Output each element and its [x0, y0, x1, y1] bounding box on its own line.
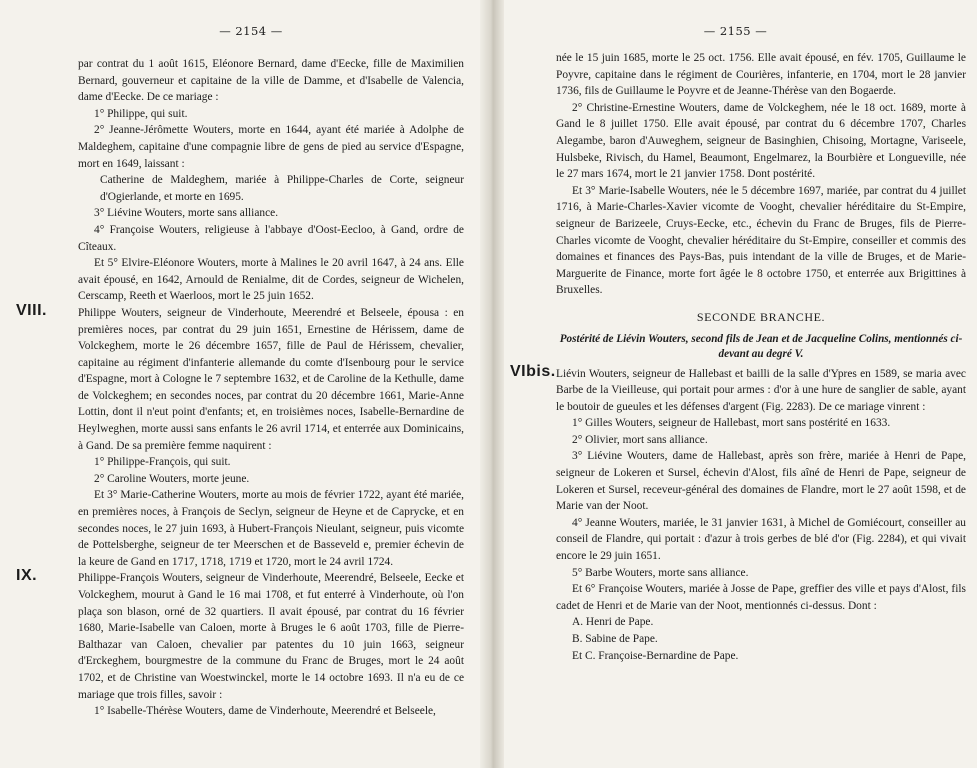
generation-vi-bis — [510, 362, 966, 416]
paragraph: 1° Philippe, qui suit. — [94, 107, 188, 120]
list-item: B. Sabine de Pape. — [572, 633, 658, 645]
paragraph: par contrat du 1 août 1615, Eléonore Bernard, dame d'Eecke, fille de Maximilien Bernard, gouverneur et capitaine de la ville de Damme, et d'Isabelle de Valencia, dame d'Eecke. De ce mariage : — [78, 58, 464, 104]
page-number-right: — 2155 — — [703, 24, 768, 38]
page-number-left: — 2154 — — [219, 24, 283, 38]
list-item: 1° Philippe-François, qui suit. — [94, 456, 231, 469]
paragraph: 2° Christine-Ernestine Wouters, dame de Volckeghem, née le 18 oct. 1689, morte à Gand le 8 juillet 1750. Elle avait épousé, par contrat du 6 décembre 1707, Charles Alegambe, baron d'Auweghem, seigneur de Basinghien, Chisoing, Mortagne, Variseele, Hulsbeke, Rivisch, du Hamel, Beaumont, Engelmarez, la Bourbière et Longueville, née le 27 mars 1674, mort le 21 janvier 1758. Dont postérité. — [556, 101, 966, 181]
paragraph: Et 3° Marie-Catherine Wouters, morte au mois de février 1722, ayant été mariée, en premières noces, à François de Seclyn, seigneur de Heyne et de Caprycke, et en secondes noces, le 27 juin 1693, à Hubert-François Nieulant, seigneur, puis vicomte de Pottelsberghe, seigneur de ter Meerschen et de Basseveld e, premier échevin de la keure de Gand en 1717, 1718, 1719 et 1720, mort le 24 avril 1724. — [78, 489, 464, 568]
section-title: SECONDE BRANCHE. — [696, 309, 826, 324]
paragraph: Catherine de Maldeghem, mariée à Philippe-Charles de Corte, seigneur d'Ogierlande, et morte en 1695. — [100, 174, 464, 203]
paragraph: Philippe Wouters, seigneur de Vinderhoute, Meerendré et Belseele, épousa : en premières noces, par contrat du 29 juin 1651, Ernestine de Hérissem, dame de Volckeghem, morte le 26 décembre 1657, fille de Paul de Hérissem, chevalier, capitaine au régiment d'infanterie allemande du comte d'Isenbourg pour le service d'Espagne, mort à Cologne le 7 septembre 1632, et de Caroline de la Kethulle, dame de Volckeghem; en secondes noces, par contrat du 20 décembre 1661, Marie-Anne Lottin, dont il n'eut point d'enfants; et, en troisièmes noces, Isabelle-Bernardine de Heylweghen, morte aussi sans enfants le 26 avril 1714, et enterrée aux Dominicains, à Gand. De sa première femme naquirent : — [78, 306, 464, 452]
generation-viii — [16, 301, 464, 454]
list-item: 3° Liévine Wouters, dame de Hallebast, après son frère, mariée à Henri de Pape, seigneur de Lokeren et Sursel, échevin d'Alost, fils aîné de Henri de Pape, seigneur de Lokeren et Sursel, receveur-général des domaines de Flandre, mort le 27 août 1598, et de Marie van der Noot. — [556, 450, 966, 513]
book-gutter — [480, 0, 504, 768]
paragraph: Liévin Wouters, seigneur de Hallebast et bailli de la salle d'Ypres en 1589, se maria avec Barbe de la Vieilleuse, qui portait pour armes : d'or à une hure de sanglier de sable, ayant le boutoir de gueules et les défenses d'argent (Fig. 2283). De ce mariage vinrent : — [556, 367, 966, 413]
paragraph: Et 5° Elvire-Eléonore Wouters, morte à Malines le 20 avril 1647, à 24 ans. Elle avait épousé, en 1642, Arnould de Renialme, dit de Cordes, seigneur de Wichelen, Cerscamp, Reeth et Waerloos, mort le 25 juin 1652. — [78, 257, 464, 303]
list-item: 1° Gilles Wouters, seigneur de Hallebast, mort sans postérité en 1633. — [572, 417, 891, 430]
paragraph: 4° Françoise Wouters, religieuse à l'abbaye d'Oost-Eecloo, à Gand, ordre de Cîteaux. — [78, 223, 464, 253]
list-item: 2° Olivier, mort sans alliance. — [572, 433, 708, 446]
generation-numeral: VIII. — [16, 301, 47, 319]
list-item: A. Henri de Pape. — [572, 616, 654, 629]
generation-numeral: VIbis. — [510, 362, 556, 380]
paragraph: 3° Liévine Wouters, morte sans alliance. — [94, 207, 279, 220]
list-item: Et C. Françoise-Bernardine de Pape. — [572, 649, 739, 662]
list-item: 4° Jeanne Wouters, mariée, le 31 janvier 1631, à Michel de Gomiécourt, conseiller au conseil de Flandre, qui portait : d'azur à trois gerbes de blé d'or (Fig. 2284), et qui vivait encore le 29 juin 1651. — [556, 516, 966, 563]
left-page-text — [16, 56, 464, 720]
paragraph: Philippe-François Wouters, seigneur de Vinderhoute, Meerendré, Belseele, Eecke et Volckeghem, mourut à Gand le 16 mai 1708, et fut enterré à Vinderhoute, où l'on plaça son blason, orné de 32 quartiers. Il avait épousé, par contrat du 16 février 1680, Marie-Isabelle van Caloen, morte à Bruges le 6 août 1703, fille de Pierre-Balthazar van Caloen, chevalier par patentes du 10 juin 1663, seigneur d'Erckeghem, bourgmestre de la commune du Franc de Bruges, mort le 24 août 1702, et de Christine van Woestwinckel, morte le 14 octobre 1693. Il n'a eu de ce mariage que trois filles, savoir : — [78, 572, 464, 701]
right-page — [504, 0, 977, 768]
list-item: Et 6° Françoise Wouters, mariée à Josse de Pape, greffier des ville et pays d'Alost, fils cadet de Henri et de Marie van der Noot, mentionnés ci-dessus. Dont : — [556, 583, 966, 612]
paragraph: née le 15 juin 1685, morte le 25 oct. 1756. Elle avait épousé, en fév. 1705, Guillaume le Poyvre, capitaine dans le régiment de Courières, infanterie, en 1704, mort le 28 janvier 1736, fils de Guillaume le Poyvre et de Jeanne-Thérèse van den Bogaerde. — [556, 52, 966, 98]
list-item: 2° Caroline Wouters, morte jeune. — [94, 472, 250, 485]
generation-numeral: IX. — [16, 567, 38, 585]
section-subtitle: Postérité de Liévin Wouters, second fils de Jean et de Jacqueline Colins, mentionnés ci-devant au degré V. — [559, 332, 963, 360]
right-page-text — [510, 50, 966, 664]
paragraph: 2° Jeanne-Jérômette Wouters, morte en 1644, ayant été mariée à Adolphe de Maldeghem, capitaine d'une compagnie libre de gens de pied au service d'Espagne, mort en 1649, laissant : — [78, 124, 464, 170]
paragraph: Et 3° Marie-Isabelle Wouters, née le 5 décembre 1697, mariée, par contrat du 4 juillet 1716, à Marie-Charles-Xavier vicomte de Vooght, chevalier héréditaire du St-Empire, seigneur de Barizeele, Cruys-Eecke, etc., échevin du Franc de Bruges, fils de Pierre-Charles vicomte de Vooght, chevalier héréditaire du St-Empire, conseiller et commis des domaines et finances des Pays-Bas, puis intendant de la ville de Bruges, et de Marie-Marguerite de Finance, morte fort âgée le 8 octobre 1750, et enterrée aux Brigittines à Bruxelles. — [556, 184, 966, 297]
left-page — [0, 0, 480, 768]
generation-ix — [16, 567, 464, 703]
list-item: 1° Isabelle-Thérèse Wouters, dame de Vinderhoute, Meerendré et Belseele, — [94, 705, 436, 718]
list-item: 5° Barbe Wouters, morte sans alliance. — [572, 566, 749, 579]
